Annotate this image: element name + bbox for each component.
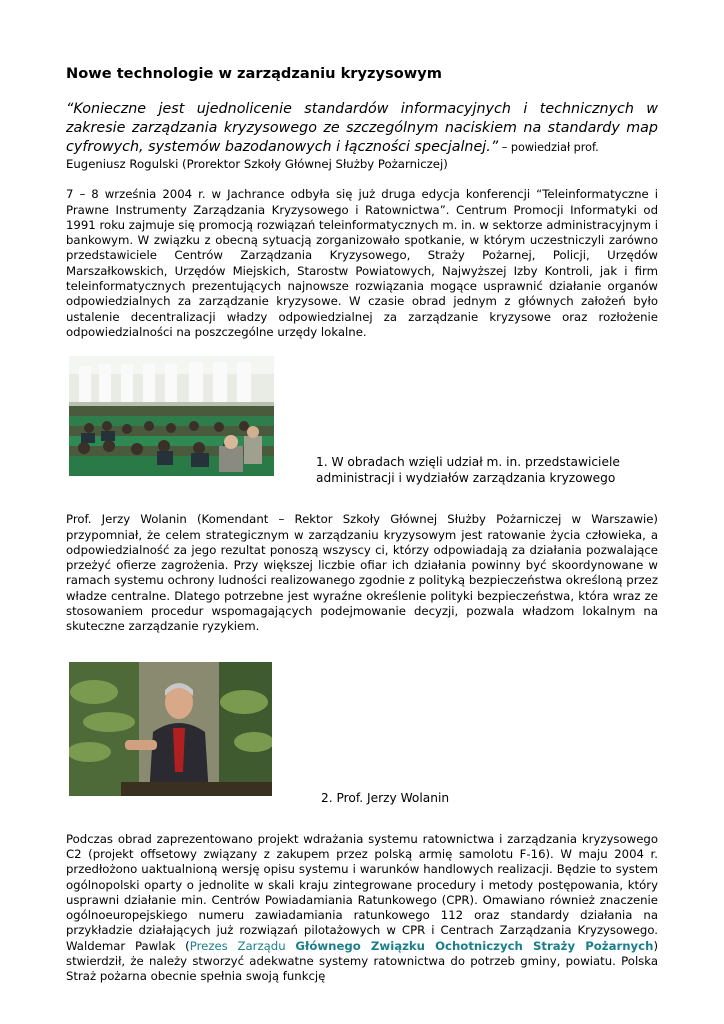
figure-1-caption-line-1: 1. W obradach wzięli udział m. in. przedstawiciele (316, 455, 620, 470)
osp-link[interactable] (190, 939, 654, 953)
figure-1-caption (316, 454, 620, 486)
paragraph-3 (66, 832, 658, 985)
figure-1 (66, 356, 658, 498)
paragraph-2: Prof. Jerzy Wolanin (Komendant – Rektor Szkoły Głównej Służby Pożarniczej w Warszawie) przypomniał, że celem strategicznym w zarządzaniu kryzysowym jest ratowanie życia człowieka, a odpowiedzialność za jego rezultat ponoszą wszyscy ci, którzy odpowiadają za działania pozwalające przeżyć ofierze zagrożenia. Przy większej liczbie ofiar ich działania powinny być skoordynowane w ramach systemu ochrony ludności realizowanego zgodnie z polityką bezpieczeństwa określoną przez władze centralne. Dlatego potrzebne jest wyraźne określenie polityki bezpieczeństwa, która wraz ze stosowaniem procedur wspomagających podejmowanie decyzji, pozwala władzom lokalnym na skuteczne zarządzanie ryzykiem. (66, 512, 658, 634)
opening-quote (66, 100, 658, 157)
osp-link-prefix: Prezes Zarządu (189, 938, 296, 953)
quote-said: – powiedział prof. (498, 141, 599, 154)
quote-text: “Konieczne jest ujednolicenie standardów informacyjnych i technicznych w zakresie zarządzania kryzysowego ze szczególnym naciskiem na standardy map cyfrowych, systemów bazodanowych i łączności specjalnej.” (66, 101, 658, 155)
conference-hall-photo (69, 356, 274, 476)
paragraph-1: 7 – 8 września 2004 r. w Jachrance odbyła się już druga edycja konferencji “Teleinformatyczne i Prawne Instrumenty Zarządzania Kryzysowego i Ratownictwa”. Centrum Promocji Informatyki od 1991 roku zajmuje się promocją rozwiązań teleinformatycznych m. in. w sektorze administracyjnym i bankowym. W związku z obecną sytuacją zorganizowało spotkanie, w którym uczestniczyli zarówno przedstawiciele Centrów Zarządzania Kryzysowego, Straży Pożarnej, Policji, Urzędów Marszałkowskich, Urzędów Miejskich, Starostw Powiatowych, Najwyższej Izby Kontroli, jak i firm teleinformatycznych prezentujących najnowsze rozwiązania mogące usprawnić działanie organów odpowiedzialnych za zarządzanie kryzysowe. W czasie obrad jednym z głównych założeń było ustalenie decentralizacji władzy odpowiedzialnej za zarządzanie kryzysowe oraz rozłożenie odpowiedzialności na poszczególne urzędy lokalne. (66, 187, 658, 339)
figure-1-caption-line-2: administracji i wydziałów zarządzania kryzowego (316, 471, 616, 486)
professor-speaking-photo (69, 662, 272, 796)
paragraph-3-rest: ) stwierdził, że należy stworzyć adekwatne systemy ratownictwa do potrzeb gminy, powiatu. Polska Straż pożarna obecnie spełnia swoją funkcję (66, 938, 658, 984)
quote-attribution: Eugeniusz Rogulski (Prorektor Szkoły Głównej Służby Pożarniczej) (66, 157, 448, 171)
osp-link-name: Głównego Związku Ochotniczych Straży Pożarnych (295, 938, 654, 953)
figure-2-caption: 2. Prof. Jerzy Wolanin (321, 790, 450, 805)
article (66, 64, 658, 985)
article-title: Nowe technologie w zarządzaniu kryzysowym (66, 65, 442, 82)
paragraph-3-text: Podczas obrad zaprezentowano projekt wdrażania systemu ratownictwa i zarządzania kryzysowego C2 (projekt offsetowy związany z zakupem przez polską armię samolotu F-16). W maju 2004 r. przedłożono uaktualnioną wersję opisu systemu i warunków handlowych realizacji. Będzie to system ogólnopolski oparty o jednolite w skali kraju zintegrowane procedury i metody postępowania, który usprawni działanie min. Centrów Powiadamiania Ratunkowego (CPR). Omawiano również znaczenie ogólnoeuropejskiego numeru zawiadamiania ratunkowego 112 oraz standardy działania na przykładzie działających już rozwiązań pilotażowych w CPR i Centrach Zarządzania Kryzysowego. Waldemar Pawlak ( (66, 831, 658, 953)
figure-2 (66, 662, 658, 822)
